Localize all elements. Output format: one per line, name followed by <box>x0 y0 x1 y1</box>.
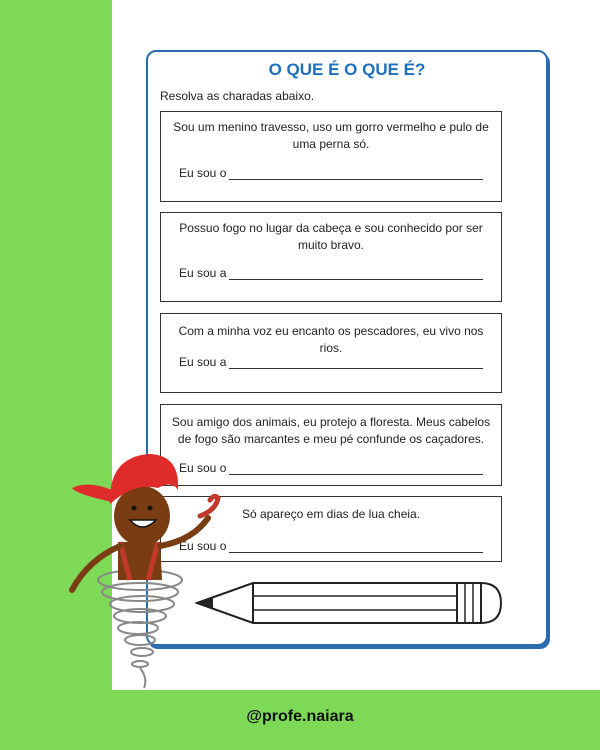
answer-line <box>229 279 483 280</box>
riddle-text: Com a minha voz eu encanto os pescadores, eu vivo nos rios. <box>178 324 484 355</box>
riddle-text: Possuo fogo no lugar da cabeça e sou conhecido por ser muito bravo. <box>179 221 483 252</box>
riddle-box-2 <box>160 212 502 302</box>
answer-line <box>229 368 483 369</box>
riddle-box-3 <box>160 313 502 393</box>
riddle-text: Sou um menino travesso, uso um gorro vermelho e pulo de uma perna só. <box>173 120 489 151</box>
riddle-text: Sou amigo dos animais, eu protejo a floresta. Meus cabelos de fogo são marcantes e meu pé confunde os caçadores. <box>171 415 491 446</box>
riddle-answer-label: Eu sou o <box>179 166 227 180</box>
answer-line <box>229 474 483 475</box>
riddle-box-1 <box>160 111 502 202</box>
riddle-text: Só apareço em dias de lua cheia. <box>241 507 421 521</box>
riddle-answer-label: Eu sou o <box>179 461 227 475</box>
riddle-answer-label: Eu sou o <box>179 539 227 553</box>
riddle-answer-label: Eu sou a <box>179 266 227 280</box>
answer-line <box>229 179 483 180</box>
worksheet-instruction: Resolva as charadas abaixo. <box>160 89 315 103</box>
saci-character-illustration <box>68 450 228 695</box>
worksheet-title: O QUE É O QUE É? <box>268 60 426 79</box>
pencil-illustration <box>195 578 505 628</box>
riddle-answer-label: Eu sou a <box>179 355 227 369</box>
footer-handle: @profe.naiara <box>246 708 354 725</box>
answer-line <box>229 552 483 553</box>
